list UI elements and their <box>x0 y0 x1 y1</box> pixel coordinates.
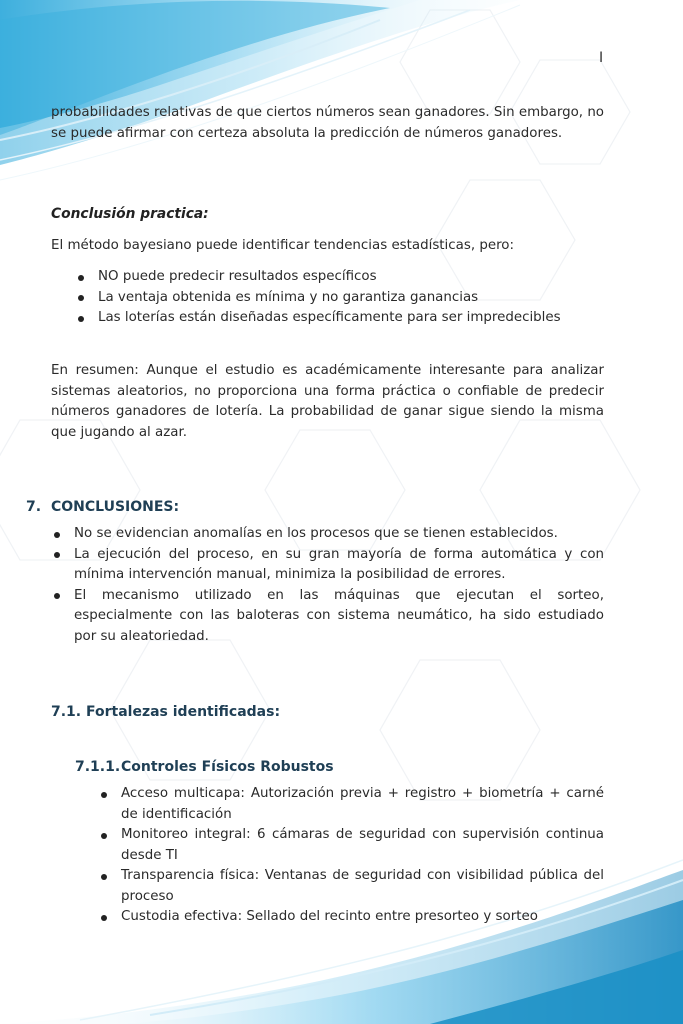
list-item: Monitoreo integral: 6 cámaras de seguridad con supervisión continua desde TI <box>99 825 604 866</box>
summary-paragraph: En resumen: Aunque el estudio es académicamente interesante para analizar sistemas aleatorios, no proporciona una forma práctica o confiable de predecir números ganadores de lotería. La probabilidad de ganar sigue siendo la misma que jugando al azar. <box>51 363 604 440</box>
list-item: El mecanismo utilizado en las máquinas que ejecutan el sorteo, especialmente con las baloteras con sistema neumático, ha sido estudiado por su aleatoriedad. <box>52 586 604 648</box>
practical-conclusion-list <box>76 267 604 329</box>
physical-controls-list <box>99 784 604 928</box>
practical-conclusion-lead: El método bayesiano puede identificar tendencias estadísticas, pero: <box>51 238 514 253</box>
section-7-1-heading: 7.1. Fortalezas identificadas: <box>51 704 281 720</box>
list-item: Transparencia física: Ventanas de seguridad con visibilidad pública del proceso <box>99 866 604 907</box>
list-item: La ventaja obtenida es mínima y no garantiza ganancias <box>76 288 604 309</box>
list-item: Las loterías están diseñadas específicamente para ser impredecibles <box>76 308 604 329</box>
list-item: No se evidencian anomalías en los procesos que se tienen establecidos. <box>52 524 604 545</box>
section-7-heading <box>26 499 179 515</box>
section-7-1-1-heading <box>75 759 334 775</box>
section-7-1-1-title: Controles Físicos Robustos <box>121 759 334 775</box>
conclusions-list <box>52 524 604 647</box>
page-number: I <box>599 50 604 66</box>
section-7-title: CONCLUSIONES: <box>51 499 180 515</box>
section-7-number: 7. <box>26 499 42 515</box>
list-item: NO puede predecir resultados específicos <box>76 267 604 288</box>
section-7-1-1-number: 7.1.1. <box>75 759 121 775</box>
list-item: Acceso multicapa: Autorización previa + registro + biometría + carné de identificación <box>99 784 604 825</box>
top-wave-graphic <box>0 0 520 180</box>
practical-conclusion-heading: Conclusión practica: <box>51 206 209 222</box>
list-item: Custodia efectiva: Sellado del recinto entre presorteo y sorteo <box>99 907 604 928</box>
intro-paragraph: probabilidades relativas de que ciertos números sean ganadores. Sin embargo, no se puede afirmar con certeza absoluta la predicción de números ganadores. <box>51 105 604 141</box>
list-item: La ejecución del proceso, en su gran mayoría de forma automática y con mínima intervención manual, minimiza la posibilidad de errores. <box>52 545 604 586</box>
